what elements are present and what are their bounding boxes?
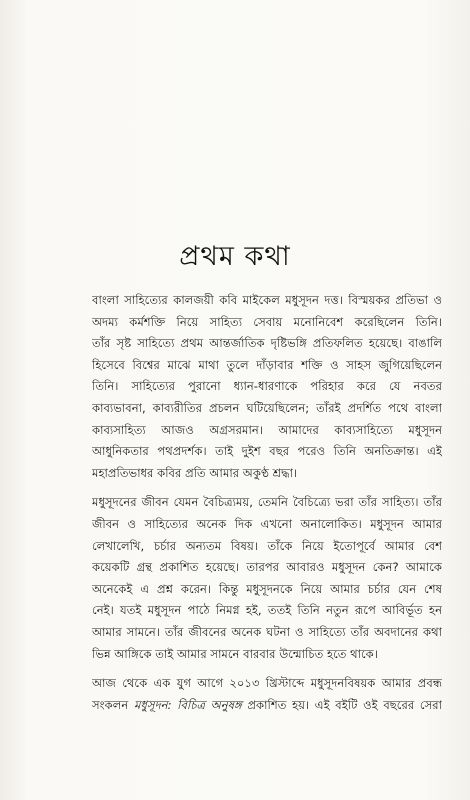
text-line: আধুনিকতার পথপ্রদর্শক। তাই দুইশ বছর পরেও তিনি অনতিক্রান্ত। এই [92, 444, 442, 459]
text-line: হিসেবে বিশ্বের মাঝে মাথা তুলে দাঁড়াবার শক্তি ও সাহস জুগিয়েছিলেন [92, 357, 442, 372]
text-line: কয়েকটি গ্রন্থ প্রকাশিত হয়েছে। তারপর আবারও মধুসূদন কেন? আমাকে [92, 560, 442, 575]
text-line: তাঁর সৃষ্ট সাহিত্যে প্রথম আন্তর্জাতিক দৃষ্টিভঙ্গি প্রতিফলিত হয়েছে। বাঙালি [92, 336, 442, 351]
text-line: বাংলা সাহিত্যের কালজয়ী কবি মাইকেল মধুসূদন দত্ত। বিস্ময়কর প্রতিভা ও [92, 293, 442, 307]
paragraph-3 [92, 673, 442, 716]
text-line: তিনি। সাহিত্যের পুরানো ধ্যান-ধারণাকে পরিহার করে যে নবতর [92, 379, 442, 394]
text-line: লেখালেখি, চর্চার অন্যতম বিষয়। তাঁকে নিয়ে ইতোপূর্বে আমার বেশ [92, 538, 442, 553]
paragraph-2 [92, 492, 442, 665]
text-line: মহাপ্রতিভাধর কবির প্রতি আমার অকুণ্ঠ শ্রদ্ধা। [92, 465, 298, 480]
text-line: অনেকেই এ প্রশ্ন করেন। কিন্তু মধুসূদনকে নিয়ে আমার চর্চার যেন শেষ [92, 581, 442, 596]
text-line: কাব্যসাহিত্য আজও অগ্রসরমান। আমাদের কাব্যসাহিত্যে মধুসূদন [92, 422, 442, 437]
text-line: ভিন্ন আঙ্গিকে তাই আমার সামনে বারবার উন্মোচিত হতে থাকে। [92, 646, 378, 661]
text-line: মধুসূদনের জীবন যেমন বৈচিত্র্যময়, তেমনি বৈচিত্র্যে ভরা তাঁর সাহিত্য। তাঁর [92, 495, 442, 510]
text-line [92, 695, 442, 717]
text-line: অদম্য কর্মশক্তি নিয়ে সাহিত্য সেবায় মনোনিবেশ করেছিলেন তিনি। [92, 314, 442, 329]
text-line: নেই। যতই মধুসূদন পাঠে নিমগ্ন হই, ততই তিনি নতুন রূপে আবির্ভূত হন [92, 603, 442, 618]
paragraph-1 [92, 290, 442, 484]
text-span: প্রকাশিত হয়। এই বইটি ওই বছরের সেরা [241, 697, 442, 712]
text-line: আজ থেকে এক যুগ আগে ২০১৩ খ্রিস্টাব্দে মধুসূদনবিষয়ক আমার প্রবন্ধ [92, 676, 442, 691]
book-title-italic: মধুসূদন: বিচিত্র অনুষঙ্গ [133, 697, 242, 712]
chapter-title: প্রথম কথা [179, 241, 291, 272]
text-line: কাব্যভাবনা, কাব্যরীতির প্রচলন ঘটিয়েছিলেন; তাঁরই প্রদর্শিত পথে বাংলা [92, 400, 442, 415]
body-text [92, 290, 442, 716]
text-line: আমার সামনে। তাঁর জীবনের অনেক ঘটনা ও সাহিত্যে তাঁর অবদানের কথা [92, 624, 442, 639]
text-span: সংকলন [92, 697, 134, 712]
text-line: জীবন ও সাহিত্যের অনেক দিক এখনো অনালোকিত। মধুসূদন আমার [92, 516, 442, 531]
